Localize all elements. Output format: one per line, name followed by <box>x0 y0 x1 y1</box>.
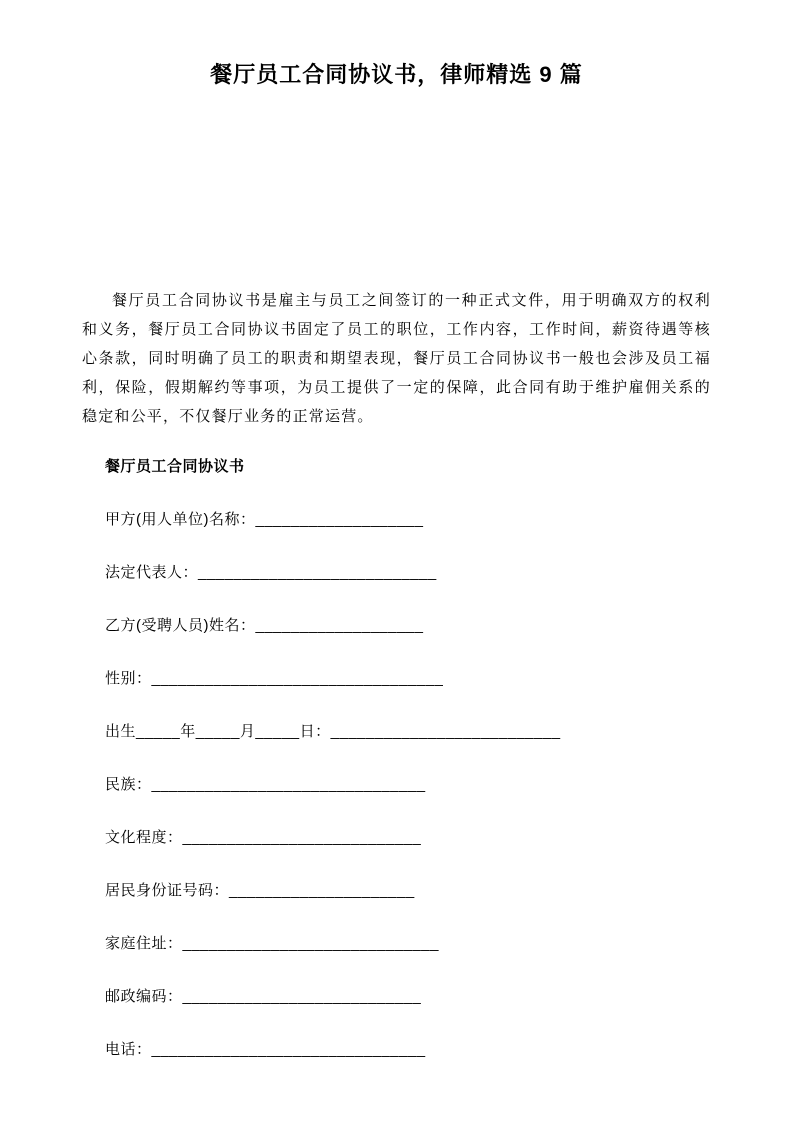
section-heading: 餐厅员工合同协议书 <box>105 458 245 475</box>
form-line-phone: 电话：_______________________________ <box>105 1041 426 1058</box>
contract-form-fields <box>105 512 793 1058</box>
document-title: 餐厅员工合同协议书，律师精选 9 篇 <box>210 62 583 87</box>
form-line-ethnicity: 民族：_______________________________ <box>105 776 426 793</box>
form-line-gender: 性别：_________________________________ <box>105 670 444 687</box>
form-line-legal-representative: 法定代表人：___________________________ <box>105 564 437 581</box>
form-line-employer-name: 甲方(用人单位)名称：___________________ <box>105 511 424 528</box>
form-line-id-number: 居民身份证号码：_____________________ <box>105 882 415 899</box>
form-line-education-level: 文化程度：___________________________ <box>105 829 422 846</box>
form-line-employee-name: 乙方(受聘人员)姓名：___________________ <box>105 617 424 634</box>
form-line-postal-code: 邮政编码：___________________________ <box>105 988 422 1005</box>
form-line-home-address: 家庭住址：_____________________________ <box>105 935 439 952</box>
form-line-birth-date: 出生_____年_____月_____日：__________________________ <box>105 723 561 740</box>
intro-paragraph: 餐厅员工合同协议书是雇主与员工之间签订的一种正式文件，用于明确双方的权利和义务，餐厅员工合同协议书固定了员工的职位，工作内容，工作时间，薪资待遇等核心条款，同时明确了员工的职责和期望表现，餐厅员工合同协议书一般也会涉及员工福利，保险，假期解约等事项，为员工提供了一定的保障，此合同有助于维护雇佣关系的稳定和公平，不仅餐厅业务的正常运营。 <box>82 292 711 425</box>
